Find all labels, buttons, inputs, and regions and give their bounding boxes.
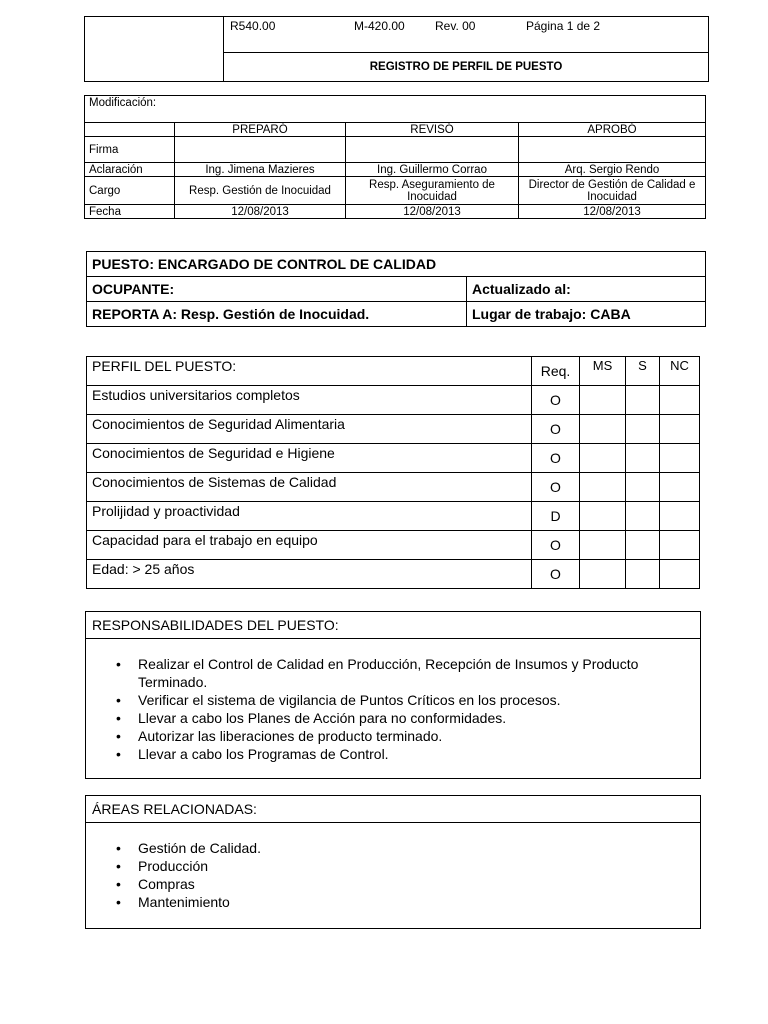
nc-cell [660,473,700,502]
ms-cell [580,415,626,444]
nc-cell [660,386,700,415]
header-meta [224,17,709,53]
col-nc: NC [660,357,700,386]
ms-cell [580,386,626,415]
row-label: Firma [85,137,175,163]
s-cell [626,444,660,473]
page-number: Página 1 de 2 [526,19,601,33]
s-cell [626,473,660,502]
position-table [86,251,706,327]
req-value: O [532,473,580,502]
date-cell: 12/08/2013 [519,205,706,219]
list-item: • Autorizar las liberaciones de producto terminado. [138,727,700,745]
list-item: • Gestión de Calidad. [138,839,700,857]
ms-cell [580,473,626,502]
table-row [87,473,700,502]
signature-cell [519,137,706,163]
table-row [87,415,700,444]
role-cell: Director de Gestión de Calidad e Inocuidad [519,177,706,205]
col-reviewed: REVISÓ [346,123,519,137]
table-row [87,531,700,560]
empty-cell [85,123,175,137]
ms-cell [580,560,626,589]
approvals-table [84,95,706,219]
s-cell [626,415,660,444]
areas-box [85,795,701,929]
col-ms: MS [580,357,626,386]
s-cell [626,560,660,589]
profile-header: PERFIL DEL PUESTO: [87,357,532,386]
nc-cell [660,531,700,560]
name-cell: Arq. Sergio Rendo [519,163,706,177]
row-label: Aclaración [85,163,175,177]
nc-cell [660,415,700,444]
list-item: • Compras [138,875,700,893]
list-item: • Llevar a cabo los Programas de Control. [138,745,700,763]
date-cell: 12/08/2013 [175,205,346,219]
doc-code: R540.00 [230,19,276,33]
row-label: Fecha [85,205,175,219]
responsibilities-header: RESPONSABILIDADES DEL PUESTO: [86,612,700,639]
req-value: O [532,560,580,589]
responsibilities-box [85,611,701,779]
col-s: S [626,357,660,386]
workplace: Lugar de trabajo: CABA [467,302,706,327]
s-cell [626,502,660,531]
profile-item: Estudios universitarios completos [87,386,532,415]
list-item: • Producción [138,857,700,875]
date-cell: 12/08/2013 [346,205,519,219]
profile-item: Edad: > 25 años [87,560,532,589]
signature-cell [175,137,346,163]
position-title: PUESTO: ENCARGADO DE CONTROL DE CALIDAD [87,252,706,277]
modification-label: Modificación: [85,96,706,123]
profile-item: Conocimientos de Seguridad Alimentaria [87,415,532,444]
nc-cell [660,502,700,531]
name-cell: Ing. Jimena Mazieres [175,163,346,177]
req-value: D [532,502,580,531]
signature-cell [346,137,519,163]
ms-cell [580,502,626,531]
list-item: • Mantenimiento [138,893,700,911]
req-value: O [532,415,580,444]
profile-item: Conocimientos de Seguridad e Higiene [87,444,532,473]
list-item: • Realizar el Control de Calidad en Producción, Recepción de Insumos y Producto Terminado. [138,655,700,691]
ms-cell [580,444,626,473]
col-req: Req. [532,357,580,386]
profile-item: Conocimientos de Sistemas de Calidad [87,473,532,502]
name-cell: Ing. Guillermo Corrao [346,163,519,177]
manual-code: M-420.00 [354,19,405,33]
req-value: O [532,386,580,415]
table-row [87,444,700,473]
ms-cell [580,531,626,560]
profile-table [86,356,700,589]
areas-header: ÁREAS RELACIONADAS: [86,796,700,823]
role-cell: Resp. Aseguramiento de Inocuidad [346,177,519,205]
role-cell: Resp. Gestión de Inocuidad [175,177,346,205]
row-label: Cargo [85,177,175,205]
list-item: • Verificar el sistema de vigilancia de Puntos Críticos en los procesos. [138,691,700,709]
updated-label: Actualizado al: [467,277,706,302]
occupant-label: OCUPANTE: [87,277,467,302]
profile-item: Prolijidad y proactividad [87,502,532,531]
document-header [84,16,709,82]
req-value: O [532,444,580,473]
req-value: O [532,531,580,560]
list-item: • Llevar a cabo los Planes de Acción para no conformidades. [138,709,700,727]
table-row [87,560,700,589]
table-row [87,386,700,415]
nc-cell [660,560,700,589]
areas-list [86,823,700,911]
col-prepared: PREPARÓ [175,123,346,137]
reports-to: REPORTA A: Resp. Gestión de Inocuidad. [87,302,467,327]
doc-title: REGISTRO DE PERFIL DE PUESTO [224,53,709,82]
s-cell [626,531,660,560]
logo-cell [85,17,224,82]
revision: Rev. 00 [435,19,476,33]
col-approved: APROBÓ [519,123,706,137]
responsibilities-list [86,639,700,763]
s-cell [626,386,660,415]
profile-item: Capacidad para el trabajo en equipo [87,531,532,560]
nc-cell [660,444,700,473]
table-row [87,502,700,531]
